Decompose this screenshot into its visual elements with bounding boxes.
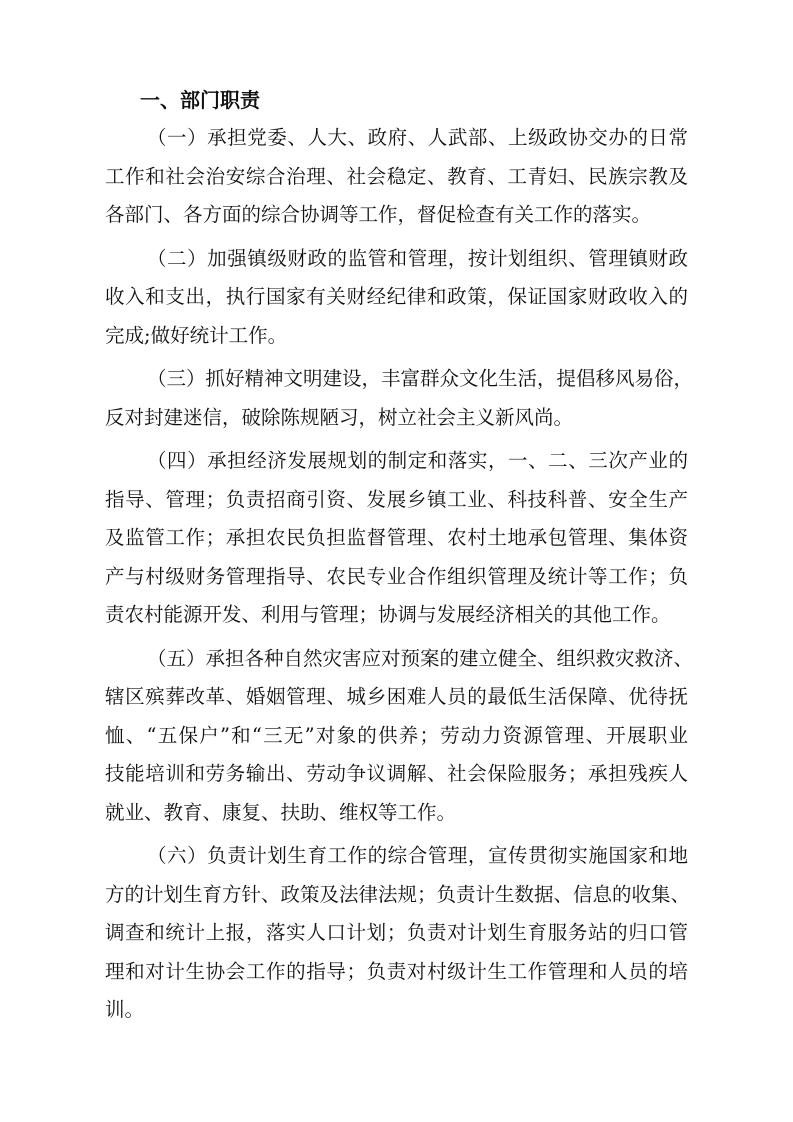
paragraph-5 xyxy=(105,640,694,833)
text-line: 反对封建迷信，破除陈规陋习，树立社会主义新风尚。 xyxy=(105,405,574,429)
text-line: （二）加强镇级财政的监管和管理，按计划组织、管理镇财政 xyxy=(147,246,688,270)
text-line: 指导、管理；负责招商引资、发展乡镇工业、科技科普、安全生产 xyxy=(105,487,688,511)
text-line: （一）承担党委、人大、政府、人武部、上级政协交办的日常 xyxy=(147,126,688,149)
paragraph-3 xyxy=(105,360,694,437)
text-line: 产与村级财务管理指导、农民专业合作组织管理及统计等工作；负 xyxy=(105,564,688,588)
text-line: 各部门、各方面的综合协调等工作，督促检查有关工作的落实。 xyxy=(105,203,652,226)
text-line: 调查和统计上报，落实人口计划；负责对计划生育服务站的归口管 xyxy=(105,921,688,944)
text-line: 收入和支出，执行国家有关财经纪律和政策，保证国家财政收入的 xyxy=(105,285,688,308)
text-line: （三）抓好精神文明建设，丰富群众文化生活，提倡移风易俗， xyxy=(147,367,694,390)
paragraph-1 xyxy=(105,119,688,235)
text-line: 责农村能源开发、利用与管理；协调与发展经济相关的其他工作。 xyxy=(105,603,671,626)
paragraph-6 xyxy=(105,837,691,1030)
text-line: 训。 xyxy=(105,998,145,1021)
text-line: 工作和社会治安综合治理、社会稳定、教育、工青妇、民族宗教及 xyxy=(105,164,688,188)
text-line: 方的计划生育方针、政策及法律法规；负责计生数据、信息的收集、 xyxy=(105,882,691,906)
text-line: （四）承担经济发展规划的制定和落实，一、二、三次产业的 xyxy=(147,449,688,472)
text-line: 恤、“五保户”和“三无”对象的供养；劳动力资源管理、开展职业 xyxy=(105,723,688,747)
text-line: （六）负责计划生育工作的综合管理，宣传贯彻实施国家和地 xyxy=(147,844,688,867)
text-line: 理和对计生协会工作的指导；负责对村级计生工作管理和人员的培 xyxy=(105,959,688,983)
text-line: 技能培训和劳务输出、劳动争议调解、社会保险服务；承担残疾人 xyxy=(105,762,688,785)
text-line: 完成;做好统计工作。 xyxy=(105,323,288,347)
section-heading: 一、部门职责 xyxy=(140,88,260,112)
text-line: 就业、教育、康复、扶助、维权等工作。 xyxy=(105,800,457,824)
text-line: 辖区殡葬改革、婚姻管理、城乡困难人员的最低生活保障、优待抚 xyxy=(105,685,688,708)
document-body xyxy=(105,119,694,1035)
paragraph-4 xyxy=(105,442,688,635)
text-line: 及监管工作；承担农民负担监督管理、农村土地承包管理、集体资 xyxy=(105,526,688,549)
paragraph-2 xyxy=(105,240,688,356)
text-line: （五）承担各种自然灾害应对预案的建立健全、组织救灾救济、 xyxy=(147,646,694,670)
